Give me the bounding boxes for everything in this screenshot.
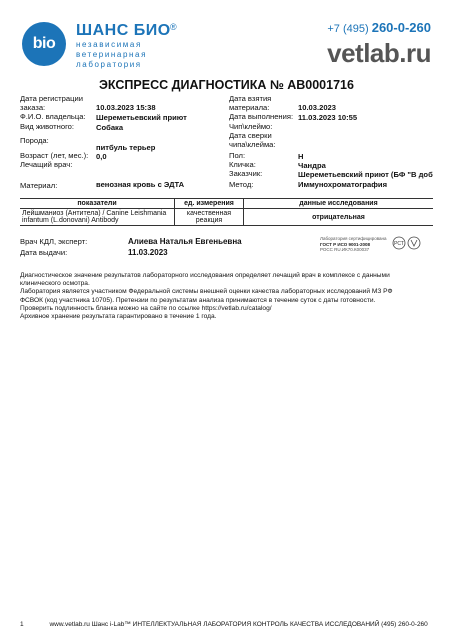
phone-number bbox=[327, 20, 431, 35]
certification-text bbox=[320, 236, 387, 253]
phone-prefix: +7 (495) bbox=[327, 23, 369, 35]
results-table bbox=[20, 198, 433, 226]
nick-value: Чандра bbox=[298, 161, 326, 170]
taken-date-value: 10.03.2023 bbox=[298, 103, 337, 112]
owner-label: Ф.И.О. владельца: bbox=[20, 112, 86, 121]
note-line: ФСВОК (код участника 10705). Претензии по результатам анализа принимаются в течение суток с даты готовности. bbox=[20, 296, 376, 304]
note-line: Лаборатория является участником Федеральной системы внешней оценки качества лабораторных исследований МЗ РФ bbox=[20, 288, 393, 296]
brand-subtitle-3: лаборатория bbox=[76, 60, 142, 69]
phone-main: 260-0-260 bbox=[371, 20, 431, 35]
done-date-value: 11.03.2023 10:55 bbox=[298, 113, 358, 122]
note-line: Проверить подлинность бланка можно на сайте по ссылке https://vetlab.ru/catalog/ bbox=[20, 304, 272, 312]
species-label: Вид животного: bbox=[20, 122, 75, 131]
customer-value: Шереметьевский приют (БФ "В доб bbox=[298, 170, 433, 179]
table-row bbox=[20, 209, 433, 226]
chip-label: Чип\клеймо: bbox=[229, 122, 273, 131]
registered-mark: ® bbox=[170, 22, 177, 32]
unit-line1: качественная bbox=[186, 210, 232, 217]
lab-doctor-label: Врач КДЛ, эксперт: bbox=[20, 237, 88, 246]
age-label: Возраст (лет, мес.): bbox=[20, 151, 89, 160]
customer-label: Заказчик: bbox=[229, 169, 263, 178]
taken-date-label bbox=[229, 95, 271, 112]
page-number: 1 bbox=[20, 621, 24, 628]
taken-date-label-line2: материала: bbox=[229, 102, 270, 112]
reg-date-label-line1: Дата регистрации bbox=[20, 94, 83, 103]
done-date-label: Дата выполнения: bbox=[229, 112, 294, 121]
lab-doctor-value: Алиева Наталья Евгеньевна bbox=[128, 237, 242, 246]
table-header-row bbox=[20, 199, 433, 209]
chip-check-label-line1: Дата сверки bbox=[229, 131, 272, 140]
logo-text: bio bbox=[32, 35, 56, 52]
brand-name: ШАНС БИО bbox=[76, 22, 171, 39]
brand-logo bbox=[22, 22, 66, 66]
note-line: Архивное хранение результата гарантировано в течение 1 года. bbox=[20, 313, 217, 321]
indicator-name-line1: Лейшманиоз (Антитела) / Canine Leishmania bbox=[22, 210, 167, 217]
nick-label: Кличка: bbox=[229, 160, 256, 169]
col-unit-header: ед. измерения bbox=[175, 199, 244, 209]
material-value: венозная кровь с ЭДТА bbox=[96, 180, 185, 189]
breed-value: питбуль терьер bbox=[96, 143, 156, 152]
indicator-cell bbox=[20, 209, 175, 226]
document-title: ЭКСПРЕСС ДИАГНОСТИКА № АВ0001716 bbox=[99, 78, 354, 92]
notes-block bbox=[20, 272, 440, 321]
reg-date-value: 10.03.2023 15:38 bbox=[96, 103, 156, 112]
doctor-label: Лечащий врач: bbox=[20, 160, 73, 169]
method-label: Метод: bbox=[229, 180, 254, 189]
method-value: Иммунохроматография bbox=[298, 180, 388, 189]
reg-date-label bbox=[20, 95, 83, 112]
certification-mark-icon bbox=[392, 236, 432, 250]
species-value: Собака bbox=[96, 123, 124, 132]
cert-line1: Лаборатория сертифицирована bbox=[320, 236, 387, 241]
page-footer bbox=[20, 621, 433, 628]
taken-date-label-line1: Дата взятия bbox=[229, 94, 272, 103]
cert-line3: РОСС RU.ИК70.К00037 bbox=[320, 247, 370, 252]
material-label: Материал: bbox=[20, 181, 58, 190]
note-line: Диагностическое значение результатов лабораторного исследования определяет лечащий врач в комплексе с данными bbox=[20, 272, 390, 279]
site-name: vetlab.ru bbox=[327, 38, 431, 68]
chip-check-label bbox=[229, 132, 276, 149]
issue-date-label: Дата выдачи: bbox=[20, 248, 68, 257]
age-value: 0,0 bbox=[96, 152, 107, 161]
chip-check-label-line2: чипа\клейма: bbox=[229, 139, 276, 149]
sex-label: Пол: bbox=[229, 151, 246, 160]
breed-label: Порода: bbox=[20, 136, 49, 145]
col-result-header: данные исследования bbox=[244, 199, 434, 209]
brand-subtitle-1: независимая bbox=[76, 40, 142, 49]
col-indicator-header: показатели bbox=[20, 199, 175, 209]
result-cell: отрицательная bbox=[244, 209, 434, 226]
cert-line2: ГОСТ Р ИСО 9001-2008 bbox=[320, 241, 371, 247]
issue-date-value: 11.03.2023 bbox=[128, 248, 168, 257]
footer-text: www.vetlab.ru Шанс i-Lab™ ИНТЕЛЛЕКТУАЛЬНАЯ ЛАБОРАТОРИЯ КОНТРОЛЬ КАЧЕСТВА ИССЛЕДОВАНИЙ (495) 260-0-260 bbox=[49, 621, 428, 628]
owner-value: Шереметьевский приют bbox=[96, 113, 187, 122]
brand-subtitle-2: ветеринарная bbox=[76, 50, 148, 59]
cert-mark-text: РСТ bbox=[394, 241, 404, 248]
unit-cell bbox=[175, 209, 244, 226]
note-line: клинического осмотра. bbox=[20, 280, 90, 288]
sex-value: Н bbox=[298, 152, 304, 161]
reg-date-label-line2: заказа: bbox=[20, 102, 46, 112]
indicator-name-line2: infantum (L.donovani) Antibody bbox=[22, 217, 119, 224]
unit-line2: реакция bbox=[195, 217, 223, 224]
